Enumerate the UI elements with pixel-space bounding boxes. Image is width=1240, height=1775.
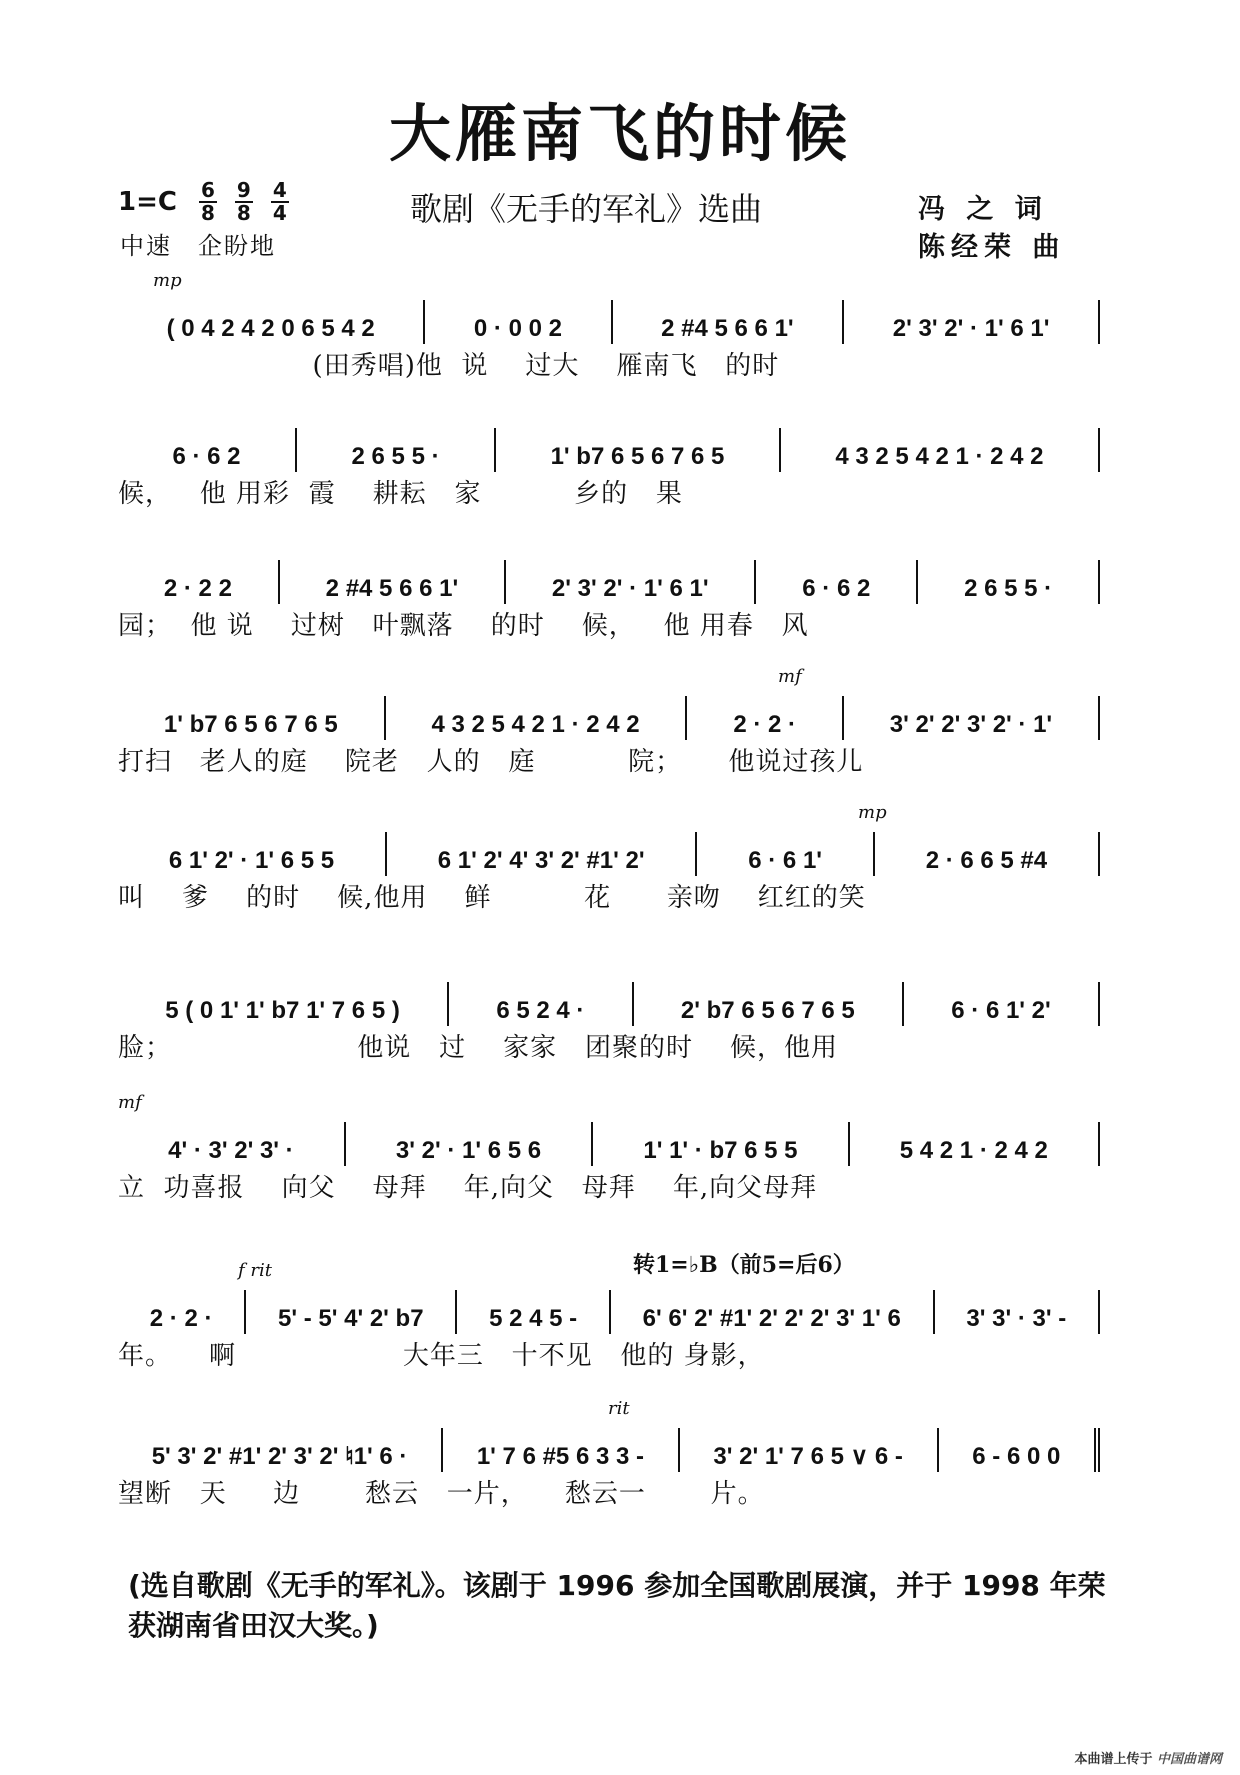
- measure: [449, 982, 634, 1026]
- measure-notes: ( 0 4 2 4 2 0 6 5 4 2: [166, 315, 375, 342]
- lyrics-line: 脸； 他说 过 家家 团聚的时 候，他用: [118, 1033, 838, 1063]
- measure: [118, 982, 449, 1026]
- staff: [118, 560, 1100, 604]
- composer-credit: 陈经荣 曲: [918, 232, 1066, 263]
- measure-notes: 5' 3' 2' #1' 2' 3' 2' ♮1' 6 ·: [151, 1443, 408, 1470]
- measure: [687, 696, 843, 740]
- measure-notes: 1' b7 6 5 6 7 6 5: [163, 711, 338, 738]
- measure: [425, 300, 612, 344]
- measure: [613, 300, 845, 344]
- dynamic-marking: mf: [778, 666, 802, 687]
- measure-notes: 2' 3' 2' · 1' 6 1': [551, 575, 709, 602]
- measure-notes: 2 · 2 2: [163, 575, 232, 602]
- measure-notes: 5' - 5' 4' 2' b7: [277, 1305, 424, 1332]
- measure-notes: 6 1' 2' · 1' 6 5 5: [168, 847, 335, 874]
- score-line: [118, 1398, 1100, 1509]
- measure: [118, 300, 425, 344]
- measure: [935, 1290, 1100, 1334]
- measure-notes: 6 5 2 4 ·: [496, 997, 585, 1024]
- subtitle: 歌剧《无手的军礼》选曲: [410, 190, 763, 228]
- staff: [118, 428, 1100, 472]
- upload-credit: [1074, 1748, 1222, 1767]
- measure: [118, 832, 387, 876]
- staff: [118, 300, 1100, 344]
- measure: [634, 982, 904, 1026]
- lyrics-line: 候， 他 用彩 霞 耕耘 家 乡的 果: [118, 479, 683, 509]
- staff: [118, 696, 1100, 740]
- measure: [457, 1290, 611, 1334]
- measure-notes: 2 · 6 6 5 #4: [925, 847, 1048, 874]
- score-line: [118, 982, 1100, 1063]
- measure: [443, 1428, 680, 1472]
- lyrics-line: 年。 啊 大年三 十不见 他的 身影，: [118, 1341, 765, 1371]
- measure: [118, 1122, 346, 1166]
- measure: [118, 1290, 246, 1334]
- measure: [118, 696, 386, 740]
- tempo-marking: 中速 企盼地: [120, 232, 276, 260]
- measure-notes: 2' 3' 2' · 1' 6 1': [892, 315, 1050, 342]
- measure: [680, 1428, 939, 1472]
- measure-notes: 2 · 2 ·: [149, 1305, 213, 1332]
- measure-notes: 1' b7 6 5 6 7 6 5: [550, 443, 725, 470]
- measure: [939, 1428, 1100, 1472]
- dynamic-marking: rit: [608, 1398, 630, 1419]
- measure-notes: 1' 1' · b7 6 5 5: [643, 1137, 798, 1164]
- song-title: 大雁南飞的时候: [388, 97, 851, 170]
- measure: [756, 560, 918, 604]
- measure-notes: 6 1' 2' 4' 3' 2' #1' 2': [437, 847, 645, 874]
- measure: [850, 1122, 1100, 1166]
- measure: [904, 982, 1100, 1026]
- measure: [118, 1428, 443, 1472]
- footnote: (选自歌剧《无手的军礼》。该剧于 1996 参加全国歌剧展演，并于 1998 年荣获湖南省田汉大奖。): [128, 1569, 1106, 1642]
- measure-notes: 3' 2' 1' 7 6 5 ∨ 6 -: [713, 1443, 903, 1470]
- staff: [118, 1428, 1100, 1472]
- measure: [781, 428, 1100, 472]
- score-line: [118, 666, 1100, 777]
- staff: [118, 982, 1100, 1026]
- score-line: [118, 1092, 1100, 1203]
- measure: [118, 428, 297, 472]
- lyrics-line: 叫 爹 的时 候,他用 鲜 花 亲吻 红红的笑: [118, 883, 866, 913]
- measure: [593, 1122, 849, 1166]
- measure: [697, 832, 874, 876]
- measure: [844, 300, 1100, 344]
- score-line: [118, 428, 1100, 509]
- dynamic-marking: mp: [858, 802, 887, 823]
- measure-notes: 3' 2' · 1' 6 5 6: [395, 1137, 542, 1164]
- staff: [118, 1290, 1100, 1334]
- dynamic-marking: mf: [118, 1092, 142, 1113]
- measure: [506, 560, 756, 604]
- score-line: [118, 560, 1100, 641]
- lyrics-line: 园； 他 说 过树 叶飘落 的时 候， 他 用春 风: [118, 611, 809, 641]
- lyrics-line: 望断 天 边 愁云 一片， 愁云一 片。: [118, 1479, 765, 1509]
- staff: [118, 832, 1100, 876]
- key-signature: 1=C: [118, 187, 177, 217]
- lyrics-line: (田秀唱)他 说 过大 雁南飞 的时: [118, 351, 780, 381]
- measure: [346, 1122, 593, 1166]
- measure: [496, 428, 781, 472]
- measure-notes: 0 · 0 0 2: [473, 315, 562, 342]
- measure-notes: 3' 3' · 3' -: [966, 1305, 1067, 1332]
- measure-notes: 4 3 2 5 4 2 1 · 2 4 2: [835, 443, 1044, 470]
- measure-notes: 5 2 4 5 -: [489, 1305, 578, 1332]
- lyrics-line: 打扫 老人的庭 院老 人的 庭 院； 他说过孩儿: [118, 747, 864, 777]
- measure: [386, 696, 688, 740]
- measure-notes: 6 · 6 1': [748, 847, 822, 874]
- measure-notes: 3' 2' 2' 3' 2' · 1': [889, 711, 1053, 738]
- measure: [875, 832, 1100, 876]
- score-line: [118, 802, 1100, 913]
- staff: [118, 1122, 1100, 1166]
- measure-notes: 6 - 6 0 0: [972, 1443, 1061, 1470]
- measure-notes: 2 6 5 5 ·: [351, 443, 440, 470]
- measure: [844, 696, 1100, 740]
- measure: [611, 1290, 935, 1334]
- time-signature: $\frac{6}{8}$: [200, 178, 215, 225]
- measure-notes: 2' b7 6 5 6 7 6 5: [680, 997, 855, 1024]
- measure: [280, 560, 506, 604]
- measure-notes: 4 3 2 5 4 2 1 · 2 4 2: [431, 711, 640, 738]
- score-line: [118, 270, 1100, 381]
- site-logo: 中国曲谱网: [1156, 1752, 1222, 1767]
- measure-notes: 2 6 5 5 ·: [964, 575, 1053, 602]
- time-signature: $\frac{4}{4}$: [272, 178, 287, 225]
- measure-notes: 6' 6' 2' #1' 2' 2' 2' 3' 1' 6: [642, 1305, 901, 1332]
- measure-notes: 2 #4 5 6 6 1': [661, 315, 794, 342]
- measure-notes: 5 4 2 1 · 2 4 2: [899, 1137, 1048, 1164]
- measure-notes: 4' · 3' 2' 3' ·: [168, 1137, 294, 1164]
- measure-notes: 6 · 6 2: [802, 575, 871, 602]
- dynamic-marking: mp: [153, 270, 182, 291]
- time-signatures: [199, 180, 289, 224]
- key-and-meter: [118, 180, 289, 224]
- dynamic-marking: f rit: [238, 1260, 272, 1281]
- measure: [297, 428, 496, 472]
- time-signature: $\frac{9}{8}$: [236, 178, 251, 225]
- measure: [118, 560, 280, 604]
- measure-notes: 5 ( 0 1' 1' b7 1' 7 6 5 ): [165, 997, 400, 1024]
- lyrics-line: 立 功喜报 向父 母拜 年,向父 母拜 年,向父母拜: [118, 1173, 818, 1203]
- measure-notes: 6 · 6 1' 2': [951, 997, 1051, 1024]
- measure-notes: 2 #4 5 6 6 1': [325, 575, 459, 602]
- measure: [918, 560, 1100, 604]
- measure: [387, 832, 697, 876]
- measure-notes: 2 · 2 ·: [733, 711, 797, 738]
- measure: [246, 1290, 457, 1334]
- measure-notes: 6 · 6 2: [172, 443, 241, 470]
- lyricist-credit: 冯 之 词: [918, 194, 1048, 225]
- measure-notes: 1' 7 6 #5 6 3 3 -: [476, 1443, 644, 1470]
- upload-text: 本曲谱上传于: [1074, 1752, 1153, 1767]
- modulation-marking: 转1=♭B（前5=后6）: [633, 1252, 855, 1278]
